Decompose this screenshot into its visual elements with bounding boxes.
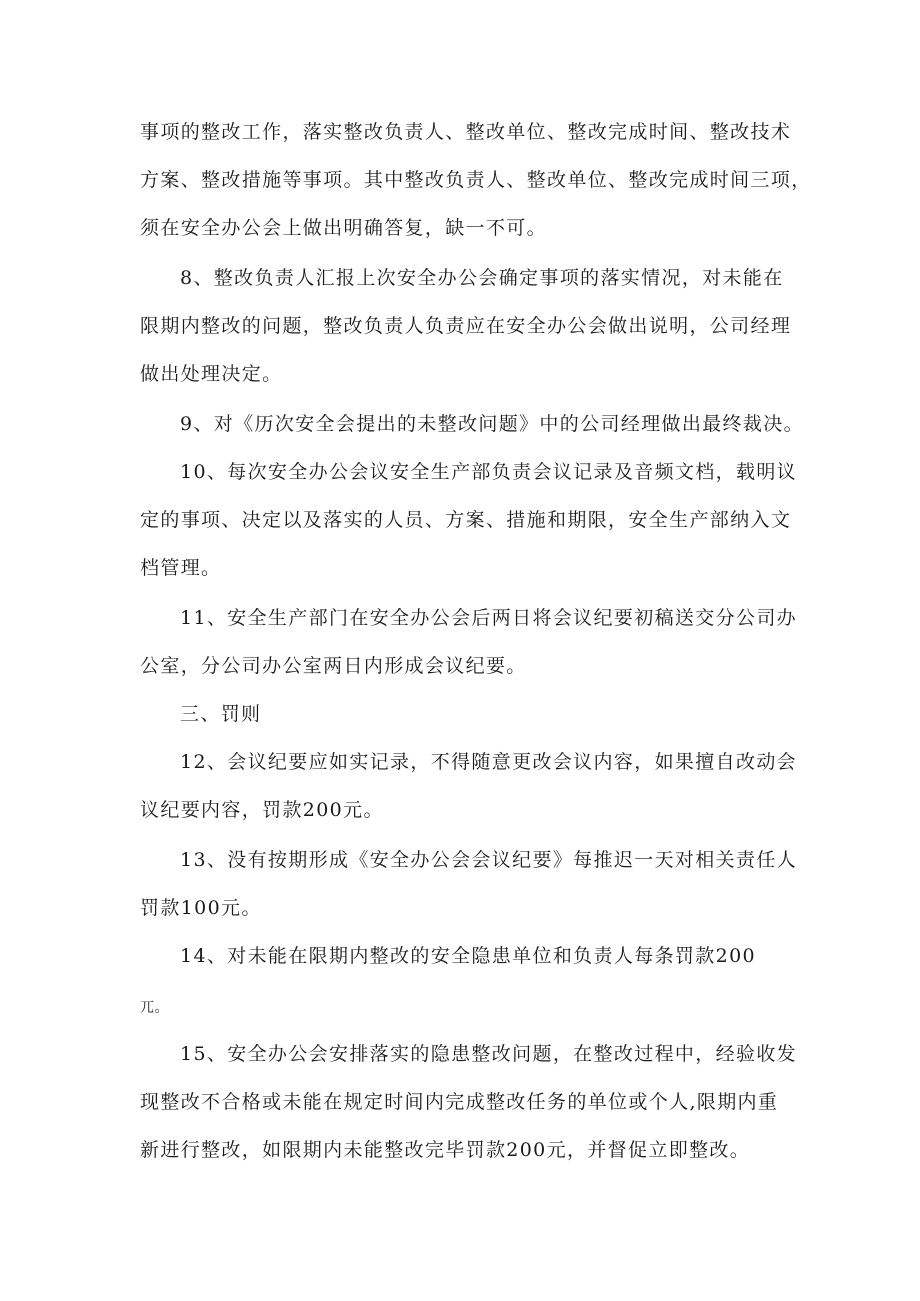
text-line: 档管理。 [140,557,222,579]
text-line: 公室，分公司办公室两日内形成会议纪要。 [140,655,527,677]
paragraph-14-line: 14、对未能在限期内整改的安全隐患单位和负责人每条罚款200 [180,945,756,967]
paragraph-9-line: 9、对《历次安全会提出的未整改问题》中的公司经理做出最终裁决。 [180,413,804,435]
text-line: 事项的整改工作，落实整改负责人、整改单位、整改完成时间、整改技术 [140,121,792,143]
paragraph-15-line: 15、安全办公会安排落实的隐患整改问题，在整改过程中，经验收发 [180,1043,798,1065]
text-line: 须在安全办公会上做出明确答复，缺一不可。 [140,217,548,239]
text-line: 定的事项、决定以及落实的人员、方案、措施和期限，安全生产部纳入文 [140,509,792,531]
text-line: 限期内整改的问题，整改负责人负责应在安全办公会做出说明，公司经理 [140,315,792,337]
paragraph-13-line: 13、没有按期形成《安全办公会会议纪要》每推迟一天对相关责任人 [180,849,798,871]
text-line: 罚款100元。 [140,897,262,919]
text-line: 议纪要内容，罚款200元。 [140,799,384,821]
paragraph-12-line: 12、会议纪要应如实记录，不得随意更改会议内容，如果擅自改动会 [180,751,798,773]
section-heading: 三、罚则 [180,703,262,725]
paragraph-10-line: 10、每次安全办公会议安全生产部负责会议记录及音频文档，载明议 [180,461,798,483]
text-line: 方案、整改措施等事项。其中整改负责人、整改单位、整改完成时间三项， [140,169,812,191]
text-line: 兀。 [140,1000,169,1016]
text-line: 新进行整改，如限期内未能整改完毕罚款200元，并督促立即整改。 [140,1139,751,1161]
text-line: 做出处理决定。 [140,363,283,385]
text-line: 现整改不合格或未能在规定时间内完成整改任务的单位或个人,限期内重 [140,1091,779,1113]
paragraph-11-line: 11、安全生产部门在安全办公会后两日将会议纪要初稿送交分公司办 [180,607,798,629]
paragraph-8-line: 8、整改负责人汇报上次安全办公会确定事项的落实情况，对未能在 [180,267,784,289]
